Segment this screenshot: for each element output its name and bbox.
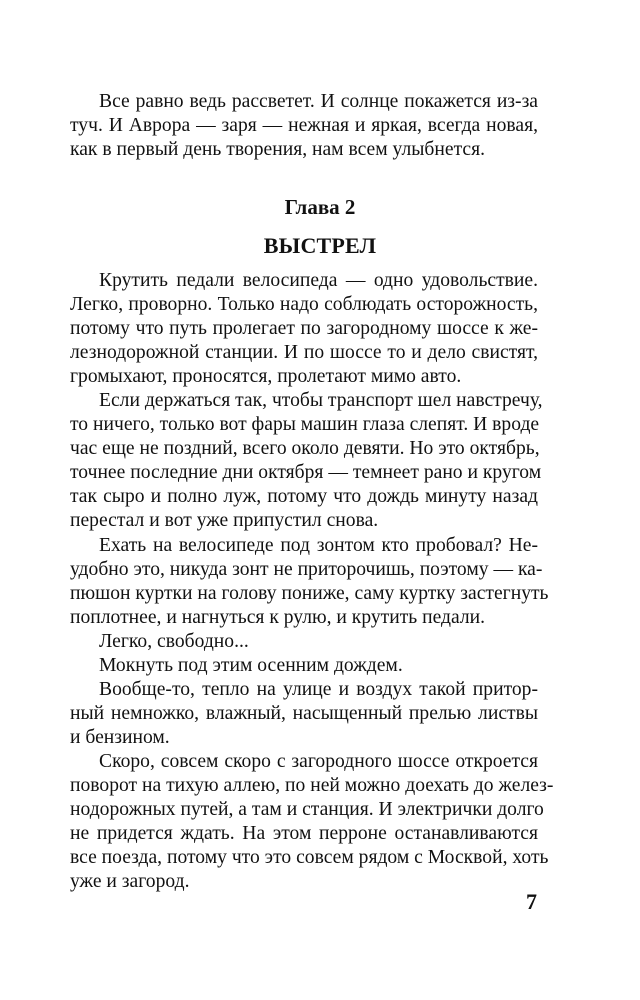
text-line: все поезда, потому что это совсем рядом с Москвой, хоть — [70, 847, 549, 869]
intro-paragraph — [70, 90, 538, 162]
text-line: пюшон куртки на голову пониже, саму куртку застегнуть — [70, 582, 549, 604]
text-line: Скоро, совсем скоро с загородного шоссе откроется — [99, 750, 538, 772]
text-line: лезнодорожной станции. И по шоссе то и дело свистят, — [70, 342, 538, 364]
text-line: ный немножко, влажный, насыщенный прелью листвы — [70, 702, 538, 724]
text-line: и бензином. — [70, 726, 170, 748]
text-line: Если держаться так, чтобы транспорт шел навстречу, — [99, 390, 543, 412]
text-line: Все равно ведь рассветет. И солнце покажется из-за — [99, 91, 538, 112]
text-line: уже и загород. — [70, 871, 190, 893]
text-line: не придется ждать. На этом перроне останавливаются — [70, 823, 538, 845]
text-line: Мокнуть под этим осенним дождем. — [99, 654, 403, 676]
paragraph — [70, 534, 549, 630]
text-line: удобно это, никуда зонт не приторочишь, поэтому — ка- — [70, 558, 543, 580]
text-line: Ехать на велосипеде под зонтом кто пробовал? Не- — [99, 534, 538, 556]
paragraph — [70, 750, 554, 894]
text-line: Легко, свободно... — [99, 630, 249, 652]
page-number: 7 — [526, 889, 537, 914]
text-line: так сыро и полно луж, потому что дождь минуту назад — [70, 486, 538, 508]
paragraph — [70, 654, 538, 678]
text-line: громыхают, проносятся, пролетают мимо авто. — [70, 366, 462, 388]
text-line: нодорожных путей, а там и станция. И электрички долго — [70, 799, 544, 821]
text-line: Вообще-то, тепло на улице и воздух такой притор- — [99, 678, 538, 700]
text-line: поворот на тихую аллею, по ней можно доехать до желез- — [70, 774, 554, 796]
paragraph — [70, 678, 538, 750]
text-line: туч. И Аврора — заря — нежная и яркая, всегда новая, — [70, 115, 538, 137]
text-line: перестал и вот уже припустил снова. — [70, 510, 379, 532]
paragraph — [70, 269, 538, 389]
chapter-label: Глава 2 — [284, 195, 356, 219]
text-line: час еще не поздний, всего около девяти. Но это октябрь, — [70, 438, 540, 460]
text-line: поплотнее, и нагнуться к рулю, и крутить педали. — [70, 606, 486, 628]
chapter-title: ВЫСТРЕЛ — [263, 233, 377, 258]
text-line: Крутить педали велосипеда — одно удовольствие. — [99, 270, 538, 291]
text-line: точнее последние дни октября — темнеет рано и кругом — [70, 462, 542, 484]
chapter-body — [70, 269, 554, 894]
paragraph — [70, 389, 543, 533]
text-line: Легко, проворно. Только надо соблюдать осторожность, — [70, 294, 538, 316]
text-line: то ничего, только вот фары машин глаза слепят. И вроде — [70, 414, 540, 436]
text-line: как в первый день творения, нам всем улыбнется. — [70, 139, 485, 161]
text-line: потому что путь пролегает по загородному шоссе к же- — [70, 318, 538, 340]
paragraph — [70, 630, 538, 654]
